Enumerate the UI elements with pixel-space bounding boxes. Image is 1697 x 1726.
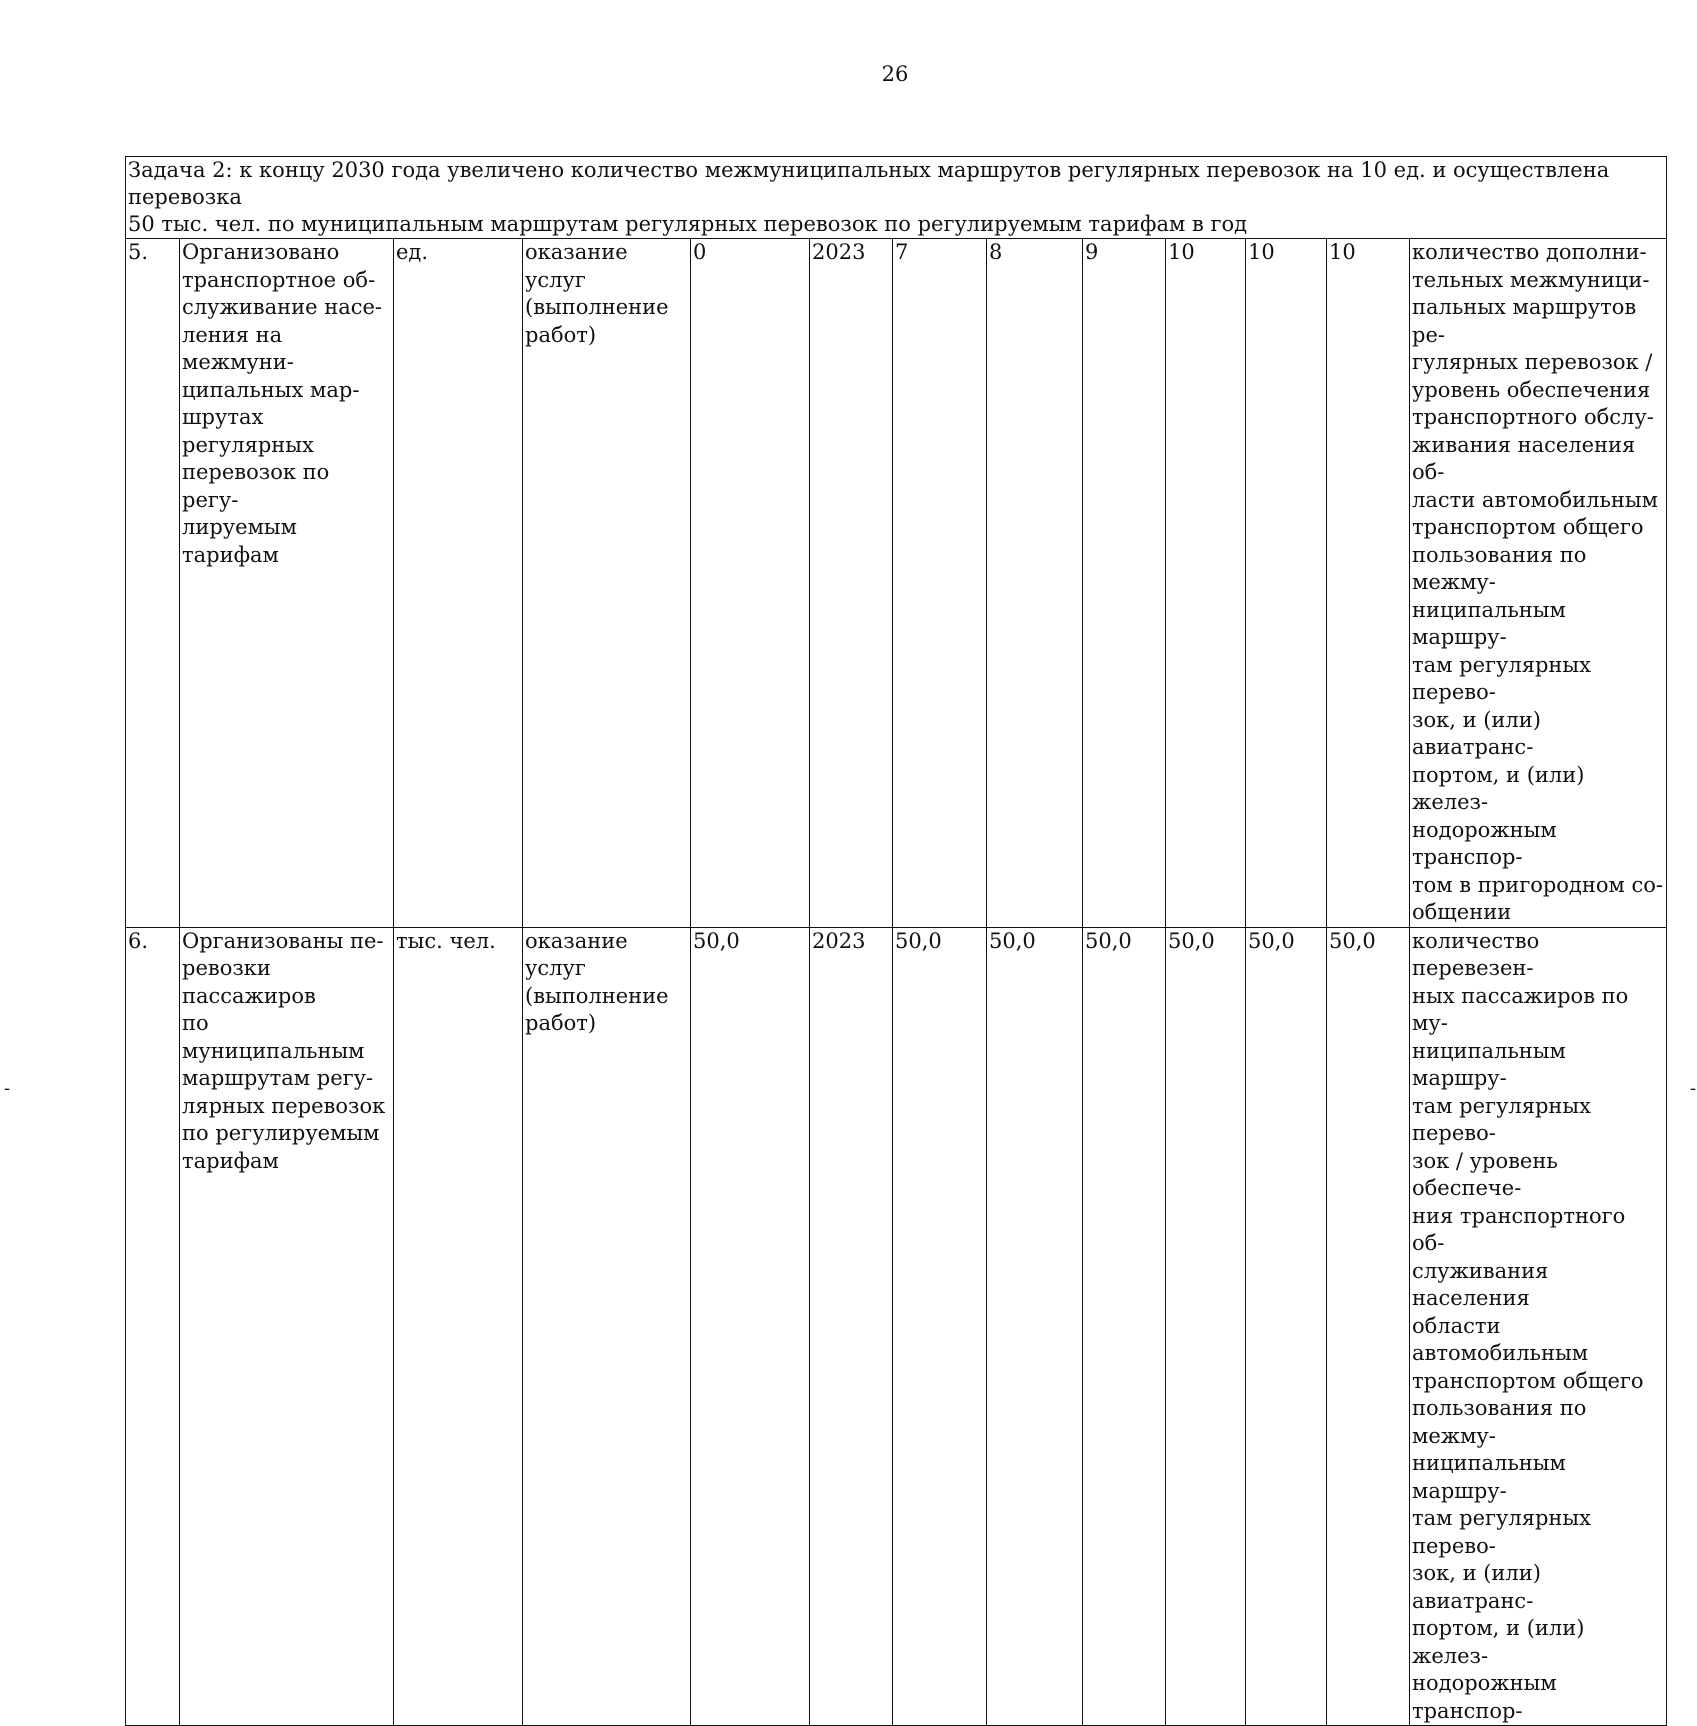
indicator-line: зок, и (или) авиатранс- [1412,707,1541,759]
year-value-1: 50,0 [893,927,987,1726]
event-name-line: лярных перевозок [182,1093,386,1118]
base-year: 2023 [810,239,893,928]
indicator-line: транспортного обслу- [1412,405,1654,429]
indicator-line: ласти автомобильным [1412,487,1658,512]
indicator-line: портом, и (или) желез- [1412,762,1585,814]
indicator-line: там регулярных перево- [1412,1506,1591,1558]
indicator-line: транспортом общего [1412,515,1644,539]
year-value-6: 50,0 [1327,927,1410,1726]
task-line-2: 50 тыс. чел. по муниципальным маршрутам регулярных перевозок по регулируемым тарифам в год [128,212,1248,236]
indicator-line: общении [1412,900,1512,924]
event-type [523,239,691,928]
left-edge-mark: - [4,1078,11,1099]
event-type-line: (выполнение [525,983,669,1008]
indicator-line: живания населения об- [1412,432,1636,484]
indicator-line: ния транспортного об- [1412,1203,1626,1255]
indicator-line: количество дополни- [1412,240,1647,264]
year-value-5: 10 [1246,239,1327,928]
indicator-line: ниципальным маршру- [1412,1038,1566,1090]
indicator-line: нодорожным транспор- [1412,817,1557,869]
indicator-line: там регулярных перево- [1412,1093,1591,1145]
event-name-line: транспортное об- [182,267,376,292]
event-name-line: ревозки пассажиров [182,956,316,1008]
indicator-line: тельных межмуници- [1412,267,1650,292]
right-edge-mark: - [1690,1078,1697,1099]
table-row [126,927,1667,1726]
event-type-line: работ) [525,322,597,347]
year-value-6: 10 [1327,239,1410,928]
table-row [126,239,1667,928]
indicator-line: гулярных перевозок / [1412,350,1653,374]
event-name-line: Организованы пе- [182,928,384,953]
event-name-line: лируемым тарифам [182,515,297,567]
indicator-line: пользования по межму- [1412,1396,1587,1448]
indicator-line: транспортом общего [1412,1368,1644,1393]
event-name-line: ления на межмуни- [182,322,294,374]
indicator-cell [1410,239,1667,928]
base-year: 2023 [810,927,893,1726]
indicator-line: зок / уровень обеспече- [1412,1148,1558,1200]
event-type-line: работ) [525,1011,597,1035]
year-value-1: 7 [893,239,987,928]
row-number: 5. [126,239,180,928]
event-type-line: оказание услуг [525,240,628,292]
year-value-2: 50,0 [987,927,1083,1726]
base-value: 0 [691,239,810,928]
base-value: 50,0 [691,927,810,1726]
indicator-line: служивания населения [1412,1258,1549,1310]
row-number: 6. [126,927,180,1726]
year-value-3: 50,0 [1083,927,1166,1726]
event-name-line: перевозок по регу- [182,460,330,512]
indicator-line: пальных маршрутов ре- [1412,295,1637,347]
task-row [126,157,1667,239]
task-line-1: Задача 2: к концу 2030 года увеличено количество межмуниципальных маршрутов регулярных перевозок на 10 ед. и осуществлена перевозка [128,158,1610,209]
event-name-line: ципальных мар- [182,377,360,402]
indicator-line: зок, и (или) авиатранс- [1412,1561,1541,1613]
indicator-cell [1410,927,1667,1726]
indicator-line: ниципальным маршру- [1412,597,1566,649]
event-name-line: по регулируемым [182,1121,380,1145]
year-value-4: 50,0 [1166,927,1246,1726]
event-name-line: служивание насе- [182,295,383,319]
indicator-line: количество перевезен- [1412,928,1540,980]
event-name-line: тарифам [182,1148,279,1173]
indicator-line: нодорожным транспор- [1412,1671,1557,1723]
event-name-line: по муниципальным [182,1011,365,1063]
event-type-line: оказание услуг [525,928,628,980]
year-value-2: 8 [987,239,1083,928]
event-name-line: Организовано [182,240,340,264]
event-type-line: (выполнение [525,295,669,319]
unit-cell: ед. [394,239,523,928]
event-type [523,927,691,1726]
program-table [125,156,1667,1726]
event-name [180,927,394,1726]
year-value-5: 50,0 [1246,927,1327,1726]
indicator-line: области автомобильным [1412,1313,1589,1365]
indicator-line: ных пассажиров по му- [1412,983,1629,1035]
year-value-3: 9 [1083,239,1166,928]
indicator-line: там регулярных перево- [1412,652,1591,704]
year-value-4: 10 [1166,239,1246,928]
event-name-line: маршрутам регу- [182,1066,374,1090]
indicator-line: уровень обеспечения [1412,377,1651,402]
event-name-line: шрутах регулярных [182,405,314,457]
indicator-line: том в пригородном со- [1412,872,1664,897]
task-heading [126,157,1667,239]
unit-cell: тыс. чел. [394,927,523,1726]
indicator-line: портом, и (или) желез- [1412,1616,1585,1668]
indicator-line: пользования по межму- [1412,542,1587,594]
indicator-line: ниципальным маршру- [1412,1451,1566,1503]
event-name [180,239,394,928]
page-number: 26 [881,62,909,86]
